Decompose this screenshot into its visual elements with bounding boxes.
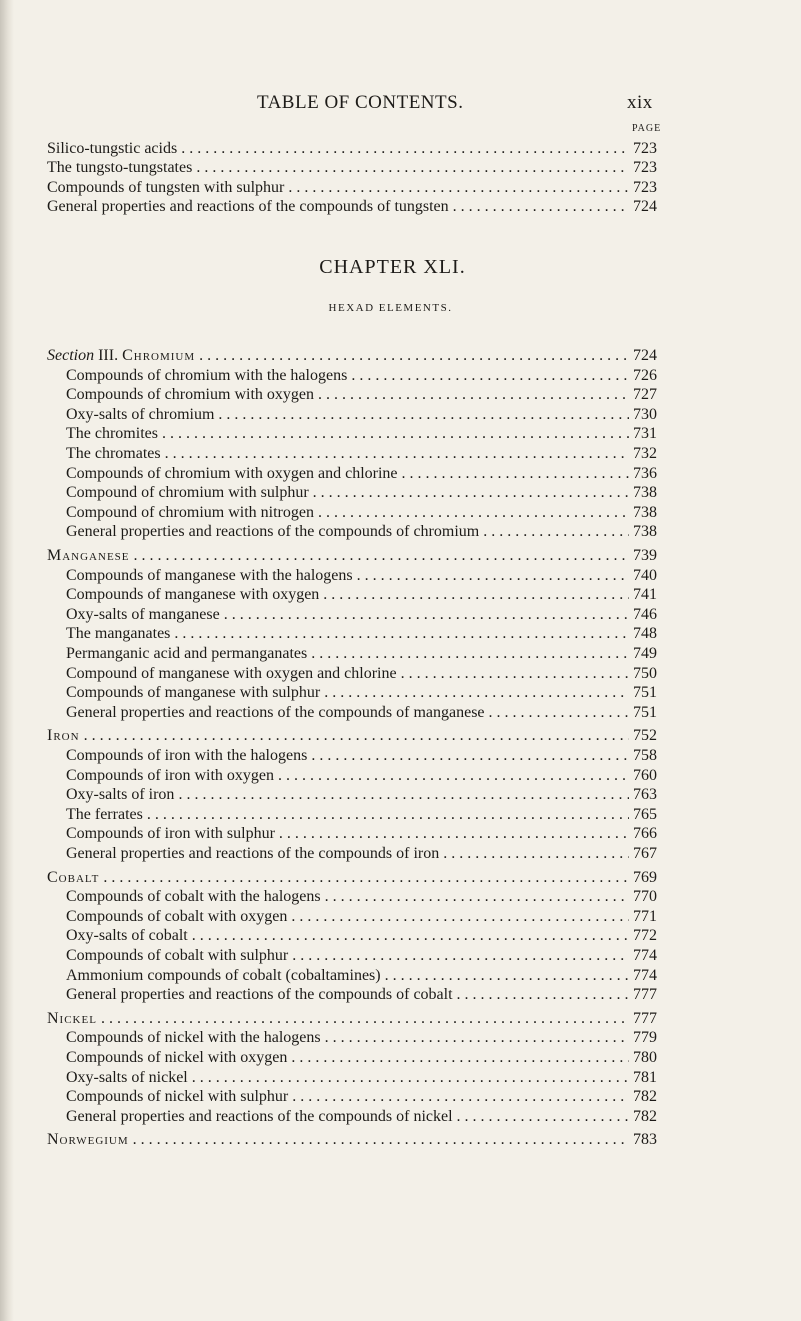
toc-section-heading [0, 1129, 801, 1151]
page-title: TABLE OF CONTENTS. [257, 92, 464, 113]
toc-entry-page: 749 [629, 643, 671, 665]
toc-entry-page: 748 [629, 623, 671, 645]
toc-entry-label: Compounds of cobalt with sulphur . . . [66, 945, 629, 967]
toc-entry-page: 740 [629, 565, 671, 587]
toc-entry-page: 765 [629, 804, 671, 826]
toc-entry-page: 769 [629, 867, 671, 889]
toc-entry-page: 724 [629, 196, 671, 218]
toc-entry-page: 777 [629, 984, 671, 1006]
toc-entry-page: 781 [629, 1067, 671, 1089]
toc-entry-page: 771 [629, 906, 671, 928]
toc-entry-page: 738 [629, 482, 671, 504]
toc-entry-page: 731 [629, 423, 671, 445]
toc-entry-label: Ammonium compounds of cobalt (cobaltamines) . . . [66, 965, 629, 987]
toc-entry-label: Oxy-salts of chromium . . . [66, 404, 629, 426]
toc-entry [0, 984, 801, 1006]
toc-entry-label: Compounds of manganese with oxygen . . . [66, 584, 629, 606]
toc-entry-label: Compounds of tungsten with sulphur . . . [47, 177, 629, 199]
running-head [0, 92, 801, 120]
toc-entry-label: Nickel . . . [47, 1008, 629, 1030]
toc-entry-page: 724 [629, 345, 671, 367]
toc-entry-label: General properties and reactions of the compounds of iron . . . [66, 843, 629, 865]
toc-entry-page: 746 [629, 604, 671, 626]
toc-entry [0, 521, 801, 543]
toc-entry-page: 727 [629, 384, 671, 406]
toc-entry-label: Compound of chromium with nitrogen . . . [66, 502, 629, 524]
toc-entry-label: Compounds of manganese with the halogens . . . [66, 565, 629, 587]
toc-entry-label: Compounds of iron with the halogens . . . [66, 745, 629, 767]
toc-entry-page: 726 [629, 365, 671, 387]
toc-entry-label: Compounds of cobalt with oxygen . . . [66, 906, 629, 928]
toc-entry-page: 783 [629, 1129, 671, 1151]
toc-entry-label: Compounds of manganese with sulphur . . . [66, 682, 629, 704]
toc-entry-label: Silico-tungstic acids . . . [47, 138, 629, 160]
toc-entry-label: Compounds of iron with sulphur . . . [66, 823, 629, 845]
toc-entry-page: 772 [629, 925, 671, 947]
toc-entry-page: 782 [629, 1106, 671, 1128]
toc-entry-label: The chromates . . . [66, 443, 629, 465]
toc-entry-page: 774 [629, 965, 671, 987]
toc-entry-label: Compounds of chromium with oxygen and chlorine . . . [66, 463, 629, 485]
toc-entry-label: General properties and reactions of the compounds of manganese . . . [66, 702, 629, 724]
toc-entry-page: 723 [629, 157, 671, 179]
toc-entry-label: Compounds of nickel with oxygen . . . [66, 1047, 629, 1069]
toc-entry-page: 780 [629, 1047, 671, 1069]
toc-entry-page: 767 [629, 843, 671, 865]
toc-entry-page: 723 [629, 177, 671, 199]
toc-entry [0, 843, 801, 865]
toc-entry-page: 751 [629, 682, 671, 704]
toc-entry [0, 1106, 801, 1128]
toc-entry-label: Manganese . . . [47, 545, 629, 567]
toc-entry-label: Permanganic acid and permanganates . . . [66, 643, 629, 665]
toc-entry-page: 770 [629, 886, 671, 908]
toc-entry-page: 779 [629, 1027, 671, 1049]
toc-entry-page: 774 [629, 945, 671, 967]
toc-entry-page: 738 [629, 502, 671, 524]
page-column-label: PAGE [632, 123, 662, 134]
toc-entry-label: Oxy-salts of iron . . . [66, 784, 629, 806]
toc-entry-label: The chromites . . . [66, 423, 629, 445]
toc-entry-label: Compounds of iron with oxygen . . . [66, 765, 629, 787]
toc-entry-page: 730 [629, 404, 671, 426]
toc-entry-page: 782 [629, 1086, 671, 1108]
toc-entry-label: Norwegium . . . [47, 1129, 629, 1151]
toc-entry-page: 739 [629, 545, 671, 567]
toc-entry-page: 777 [629, 1008, 671, 1030]
toc-entry-page: 723 [629, 138, 671, 160]
toc-entry-label: The ferrates . . . [66, 804, 629, 826]
toc-entry-label: Compounds of chromium with oxygen . . . [66, 384, 629, 406]
toc-entry-label: General properties and reactions of the compounds of nickel . . . [66, 1106, 629, 1128]
toc-entry-page: 760 [629, 765, 671, 787]
toc-entry-label: Iron . . . [47, 725, 629, 747]
chapter-title: CHAPTER XLI. [319, 256, 466, 278]
toc-entry-page: 752 [629, 725, 671, 747]
page-folio: xix [627, 92, 653, 113]
chapter-subtitle: HEXAD ELEMENTS. [328, 302, 453, 314]
toc-entry-label: Oxy-salts of cobalt . . . [66, 925, 629, 947]
toc-entry-label: Section III. Chromium . . . [47, 345, 629, 367]
toc-entry-label: General properties and reactions of the compounds of chromium . . . [66, 521, 629, 543]
toc-entry-page: 751 [629, 702, 671, 724]
toc-entry [0, 702, 801, 724]
toc-entry-label: The manganates . . . [66, 623, 629, 645]
toc-section-heading [0, 196, 801, 218]
toc-entry-label: Cobalt . . . [47, 867, 629, 889]
toc-entry-label: General properties and reactions of the compounds of cobalt . . . [66, 984, 629, 1006]
toc-entry-label: Compounds of nickel with the halogens . . . [66, 1027, 629, 1049]
toc-entry-label: Compound of chromium with sulphur . . . [66, 482, 629, 504]
toc-entry-page: 736 [629, 463, 671, 485]
toc-entry-page: 741 [629, 584, 671, 606]
toc-entry-label: The tungsto-tungstates . . . [47, 157, 629, 179]
toc-entry-page: 732 [629, 443, 671, 465]
toc-entry-label: Compounds of chromium with the halogens . . . [66, 365, 629, 387]
toc-entry-label: Oxy-salts of nickel . . . [66, 1067, 629, 1089]
toc-entry-page: 758 [629, 745, 671, 767]
toc-entry-page: 738 [629, 521, 671, 543]
toc-entry-page: 766 [629, 823, 671, 845]
toc-entry-page: 763 [629, 784, 671, 806]
toc-entry-label: General properties and reactions of the compounds of tungsten . . . [47, 196, 629, 218]
toc-entry-label: Oxy-salts of manganese . . . [66, 604, 629, 626]
toc-entry-label: Compounds of cobalt with the halogens . . . [66, 886, 629, 908]
toc-entry-label: Compounds of nickel with sulphur . . . [66, 1086, 629, 1108]
toc-entry-page: 750 [629, 663, 671, 685]
toc-entry-label: Compound of manganese with oxygen and chlorine . . . [66, 663, 629, 685]
